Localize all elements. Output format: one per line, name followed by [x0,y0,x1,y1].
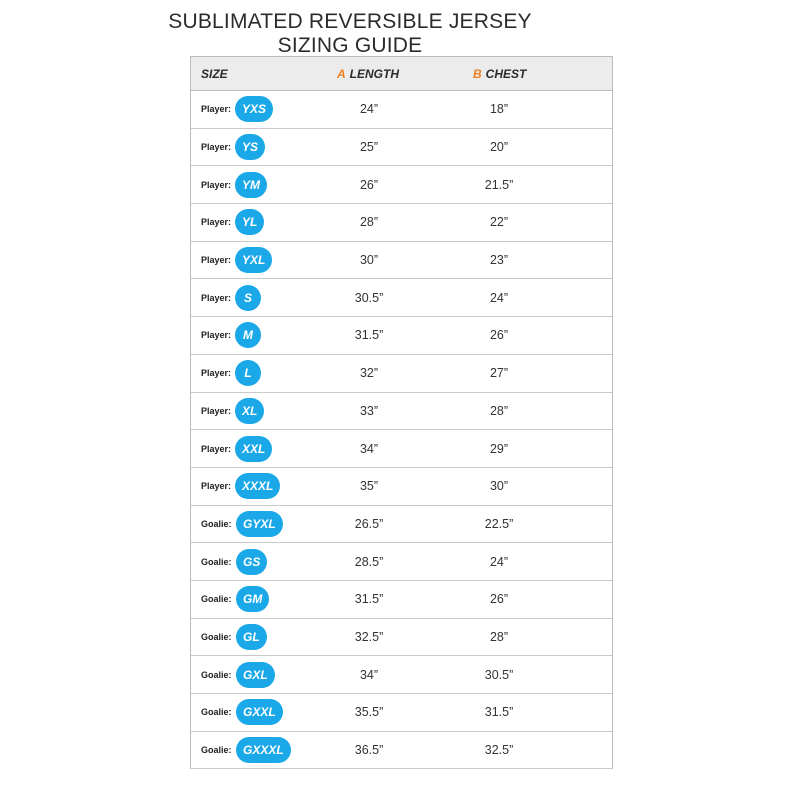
row-role-label: Goalie: [201,518,232,529]
table-row [191,166,612,204]
row-role-label: Goalie: [201,745,232,756]
chest-cell: 20” [489,140,509,155]
table-row [191,91,612,129]
table-row [191,732,612,770]
row-role-label: Goalie: [201,669,232,680]
row-role-label: Player: [201,405,232,416]
table-row [191,204,612,242]
length-cell: 31.5” [354,328,384,343]
row-role-label: Player: [201,330,232,341]
chest-cell: 28” [489,403,509,418]
size-badge: YXS [235,96,273,122]
length-cell: 35” [359,479,379,494]
size-badge: GM [236,586,269,612]
length-cell: 28.5” [354,554,384,569]
chest-cell: 22” [489,215,509,230]
chest-cell: 26” [489,592,509,607]
size-badge: GYXL [236,511,283,537]
row-role-label: Player: [201,481,232,492]
length-cell: 32” [359,366,379,381]
length-cell: 34” [359,441,379,456]
size-badge: GXXXL [236,737,291,763]
row-role-label: Goalie: [201,631,232,642]
row-role-label: Player: [201,292,232,303]
size-badge: L [235,360,261,386]
size-badge: GL [236,624,267,650]
row-role-label: Player: [201,104,232,115]
length-cell: 25” [359,140,379,155]
row-role-label: Goalie: [201,556,232,567]
table-header [191,57,612,91]
size-badge: GS [236,549,267,575]
size-badge: GXXL [236,699,283,725]
chest-cell: 30.5” [484,667,514,682]
chest-cell: 26” [489,328,509,343]
length-cell: 31.5” [354,592,384,607]
chest-cell: 30” [489,479,509,494]
header-chest-label: CHEST [485,67,527,81]
table-row [191,581,612,619]
length-cell: 35.5” [354,705,384,720]
header-size: SIZE [201,67,228,81]
length-cell: 34” [359,667,379,682]
length-cell: 33” [359,403,379,418]
row-role-label: Player: [201,142,232,153]
chest-cell: 29” [489,441,509,456]
length-cell: 24” [359,102,379,117]
size-badge: XXXL [235,473,280,499]
sizing-table [190,56,613,769]
length-cell: 26.5” [354,516,384,531]
size-badge: S [235,285,261,311]
chest-cell: 27” [489,366,509,381]
size-badge: YXL [235,247,272,273]
page-title [0,10,700,58]
table-row [191,279,612,317]
table-row [191,393,612,431]
chest-cell: 28” [489,629,509,644]
length-cell: 30” [359,253,379,268]
chest-cell: 18” [489,102,509,117]
table-row [191,317,612,355]
row-role-label: Player: [201,368,232,379]
length-cell: 32.5” [354,629,384,644]
row-role-label: Player: [201,179,232,190]
header-length-letter: A [337,67,346,81]
length-cell: 28” [359,215,379,230]
chest-cell: 24” [489,554,509,569]
table-row [191,468,612,506]
size-badge: YS [235,134,265,160]
header-chest [473,67,526,81]
title-line-1: SUBLIMATED REVERSIBLE JERSEY [168,10,532,33]
chest-cell: 21.5” [484,177,514,192]
table-row [191,430,612,468]
size-badge: GXL [236,662,275,688]
header-chest-letter: B [473,67,482,81]
chest-cell: 31.5” [484,705,514,720]
size-badge: XL [235,398,264,424]
chest-cell: 22.5” [484,516,514,531]
row-role-label: Goalie: [201,707,232,718]
size-badge: YM [235,172,267,198]
header-length-label: LENGTH [349,67,400,81]
table-row [191,543,612,581]
table-row [191,694,612,732]
table-row [191,619,612,657]
title-line-2: SIZING GUIDE [277,34,423,57]
row-role-label: Player: [201,255,232,266]
length-cell: 30.5” [354,290,384,305]
header-length [337,67,399,81]
table-row [191,242,612,280]
table-body [191,91,612,769]
size-badge: XXL [235,436,272,462]
length-cell: 36.5” [354,743,384,758]
size-badge: M [235,322,261,348]
chest-cell: 24” [489,290,509,305]
size-badge: YL [235,209,264,235]
table-row [191,656,612,694]
table-row [191,506,612,544]
row-role-label: Player: [201,443,232,454]
length-cell: 26” [359,177,379,192]
table-row [191,355,612,393]
row-role-label: Player: [201,217,232,228]
row-role-label: Goalie: [201,594,232,605]
chest-cell: 32.5” [484,743,514,758]
table-row [191,129,612,167]
chest-cell: 23” [489,253,509,268]
